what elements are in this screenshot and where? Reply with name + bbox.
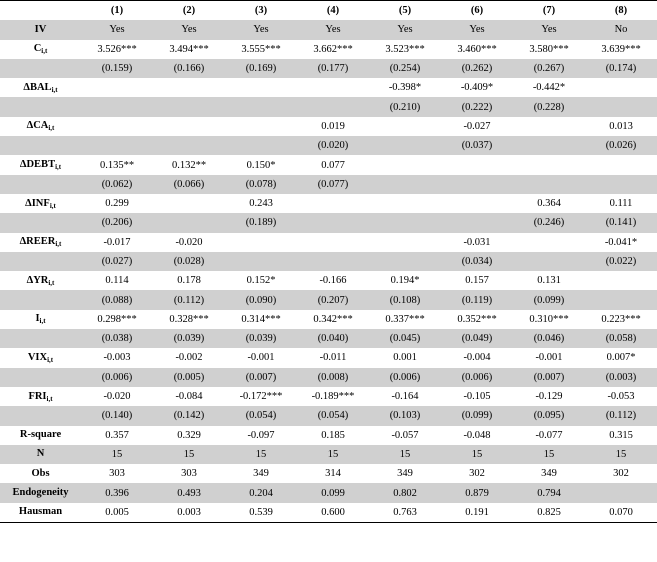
table-row	[0, 387, 657, 406]
table-cell	[369, 194, 441, 213]
table-cell: 0.007*	[585, 348, 657, 367]
table-row	[0, 78, 657, 97]
table-cell: 0.135**	[81, 155, 153, 174]
table-cell: -0.105	[441, 387, 513, 406]
table-cell: 0.019	[297, 117, 369, 136]
row-label	[0, 271, 81, 290]
table-cell: (0.034)	[441, 252, 513, 271]
table-cell: (0.054)	[225, 406, 297, 425]
table-cell	[513, 117, 585, 136]
table-row	[0, 368, 657, 387]
table-cell	[585, 78, 657, 97]
table-cell: 0.600	[297, 503, 369, 523]
table-cell	[153, 213, 225, 232]
header-cell: (5)	[369, 1, 441, 21]
table-cell: (0.006)	[369, 368, 441, 387]
table-cell: (0.142)	[153, 406, 225, 425]
header-cell: (2)	[153, 1, 225, 21]
row-label	[0, 20, 81, 39]
row-label-subscript: i,t	[48, 124, 55, 133]
row-label-text: ΔCA	[26, 120, 49, 132]
table-cell: Yes	[81, 20, 153, 39]
table-cell: 0.298***	[81, 310, 153, 329]
table-cell: 0.204	[225, 483, 297, 502]
table-cell: -0.053	[585, 387, 657, 406]
table-cell: 0.178	[153, 271, 225, 290]
table-cell: 15	[297, 445, 369, 464]
table-cell: 0.352***	[441, 310, 513, 329]
table-row	[0, 194, 657, 213]
table-cell	[369, 155, 441, 174]
table-cell	[225, 78, 297, 97]
table-cell	[369, 213, 441, 232]
table-cell: 0.493	[153, 483, 225, 502]
table-cell: 0.315	[585, 426, 657, 445]
table-cell: 0.077	[297, 155, 369, 174]
table-body	[0, 20, 657, 522]
table-cell: (0.095)	[513, 406, 585, 425]
table-cell: 0.132**	[153, 155, 225, 174]
row-label	[0, 252, 81, 271]
table-cell: 0.099	[297, 483, 369, 502]
row-label-subscript: i,t	[51, 85, 58, 94]
table-cell: (0.005)	[153, 368, 225, 387]
table-cell: (0.166)	[153, 59, 225, 78]
table-cell: (0.037)	[441, 136, 513, 155]
table-row	[0, 310, 657, 329]
table-cell: (0.058)	[585, 329, 657, 348]
row-label-text: Hausman	[18, 506, 63, 518]
table-cell	[585, 175, 657, 194]
table-cell: 15	[81, 445, 153, 464]
table-cell: (0.140)	[81, 406, 153, 425]
table-row	[0, 97, 657, 116]
table-cell	[297, 78, 369, 97]
table-cell	[153, 194, 225, 213]
table-cell: (0.246)	[513, 213, 585, 232]
table-cell: -0.409*	[441, 78, 513, 97]
table-cell: 0.003	[153, 503, 225, 523]
table-cell: -0.020	[153, 233, 225, 252]
table-cell: 3.523***	[369, 40, 441, 59]
table-cell: -0.097	[225, 426, 297, 445]
header-cell: (4)	[297, 1, 369, 21]
table-cell: (0.222)	[441, 97, 513, 116]
table-cell: 349	[225, 464, 297, 483]
table-cell: -0.164	[369, 387, 441, 406]
table-row	[0, 233, 657, 252]
table-cell: 0.342***	[297, 310, 369, 329]
row-label-text: VIX	[27, 351, 48, 363]
row-label-text: ΔBAL	[23, 81, 52, 93]
row-label	[0, 59, 81, 78]
table-cell: 349	[369, 464, 441, 483]
table-cell: 15	[585, 445, 657, 464]
table-row	[0, 20, 657, 39]
table-cell: 15	[369, 445, 441, 464]
row-label-text: Endogeneity	[12, 487, 69, 499]
table-cell	[441, 175, 513, 194]
row-label-subscript: i,t	[48, 278, 55, 287]
row-label-subscript: i,t	[55, 240, 62, 249]
table-cell: (0.039)	[225, 329, 297, 348]
row-label	[0, 40, 81, 59]
table-cell	[225, 136, 297, 155]
table-cell	[297, 213, 369, 232]
table-cell: (0.169)	[225, 59, 297, 78]
table-cell: 0.114	[81, 271, 153, 290]
table-cell: 3.580***	[513, 40, 585, 59]
table-cell: -0.048	[441, 426, 513, 445]
table-row	[0, 464, 657, 483]
table-cell: 3.460***	[441, 40, 513, 59]
table-cell: (0.039)	[153, 329, 225, 348]
table-cell: -0.003	[81, 348, 153, 367]
table-cell: 0.539	[225, 503, 297, 523]
table-cell: 15	[513, 445, 585, 464]
table-cell: (0.026)	[585, 136, 657, 155]
table-cell: 0.223***	[585, 310, 657, 329]
table-row	[0, 483, 657, 502]
table-cell	[585, 155, 657, 174]
table-cell: (0.038)	[81, 329, 153, 348]
table-cell: -0.002	[153, 348, 225, 367]
table-cell: -0.084	[153, 387, 225, 406]
table-cell: -0.020	[81, 387, 153, 406]
header-cell: (8)	[585, 1, 657, 21]
table-cell: 0.070	[585, 503, 657, 523]
table-cell: (0.099)	[513, 290, 585, 309]
table-cell: (0.159)	[81, 59, 153, 78]
table-row	[0, 426, 657, 445]
table-cell: 0.310***	[513, 310, 585, 329]
table-row	[0, 59, 657, 78]
table-cell: (0.112)	[153, 290, 225, 309]
row-label	[0, 155, 81, 174]
table-cell: (0.254)	[369, 59, 441, 78]
table-cell	[369, 175, 441, 194]
table-cell: -0.017	[81, 233, 153, 252]
row-label	[0, 290, 81, 309]
row-label	[0, 387, 81, 406]
table-cell: -0.027	[441, 117, 513, 136]
table-cell: 0.194*	[369, 271, 441, 290]
table-cell	[225, 252, 297, 271]
table-cell: (0.046)	[513, 329, 585, 348]
row-label-subscript: i,t	[39, 317, 46, 326]
row-label-text: FRI	[28, 390, 47, 402]
row-label-text: R-square	[19, 429, 62, 441]
row-label-text: C	[33, 43, 42, 55]
row-label	[0, 175, 81, 194]
table-cell: 0.243	[225, 194, 297, 213]
table-cell	[369, 252, 441, 271]
table-cell	[585, 271, 657, 290]
table-cell: 0.879	[441, 483, 513, 502]
table-cell: 0.364	[513, 194, 585, 213]
table-cell	[297, 194, 369, 213]
row-label	[0, 213, 81, 232]
table-row	[0, 175, 657, 194]
table-row	[0, 290, 657, 309]
table-cell: No	[585, 20, 657, 39]
table-cell: (0.006)	[441, 368, 513, 387]
table-row	[0, 252, 657, 271]
row-label-subscript: i,t	[41, 47, 48, 56]
table-cell: (0.077)	[297, 175, 369, 194]
row-label-text: Obs	[31, 467, 50, 479]
table-row	[0, 155, 657, 174]
table-cell: (0.022)	[585, 252, 657, 271]
row-label-subscript: i,t	[46, 394, 53, 403]
table-cell: (0.066)	[153, 175, 225, 194]
row-label	[0, 97, 81, 116]
table-cell: 0.191	[441, 503, 513, 523]
table-cell: 0.185	[297, 426, 369, 445]
table-cell	[513, 252, 585, 271]
table-row	[0, 271, 657, 290]
table-cell: (0.006)	[81, 368, 153, 387]
table-cell: 15	[153, 445, 225, 464]
row-label-text: IV	[34, 23, 47, 35]
header-cell: (1)	[81, 1, 153, 21]
table-cell: 0.005	[81, 503, 153, 523]
table-cell	[441, 194, 513, 213]
row-label	[0, 483, 81, 502]
table-cell: (0.027)	[81, 252, 153, 271]
table-cell: (0.228)	[513, 97, 585, 116]
table-row	[0, 136, 657, 155]
table-cell: 0.150*	[225, 155, 297, 174]
table-cell	[81, 78, 153, 97]
row-label	[0, 136, 81, 155]
table-cell: 303	[81, 464, 153, 483]
table-cell: -0.398*	[369, 78, 441, 97]
table-cell: -0.041*	[585, 233, 657, 252]
header-cell: (7)	[513, 1, 585, 21]
table-cell: -0.172***	[225, 387, 297, 406]
row-label-text: ΔINF	[25, 197, 50, 209]
table-cell	[441, 155, 513, 174]
table-row	[0, 348, 657, 367]
table-row	[0, 406, 657, 425]
table-cell: 303	[153, 464, 225, 483]
table-cell	[81, 97, 153, 116]
table-cell: (0.045)	[369, 329, 441, 348]
table-cell: (0.103)	[369, 406, 441, 425]
table-cell	[585, 97, 657, 116]
table-cell: -0.077	[513, 426, 585, 445]
table-cell: 3.494***	[153, 40, 225, 59]
table-cell: 349	[513, 464, 585, 483]
table-cell: -0.189***	[297, 387, 369, 406]
row-label	[0, 348, 81, 367]
table-cell: -0.001	[225, 348, 297, 367]
row-label-subscript: i,t	[55, 163, 62, 172]
table-cell	[513, 136, 585, 155]
table-cell	[513, 175, 585, 194]
header-row	[0, 1, 657, 21]
table-cell	[513, 155, 585, 174]
table-cell: Yes	[225, 20, 297, 39]
table-cell: (0.177)	[297, 59, 369, 78]
table-cell	[513, 233, 585, 252]
table-cell: (0.262)	[441, 59, 513, 78]
table-cell: 0.357	[81, 426, 153, 445]
row-label	[0, 445, 81, 464]
table-cell: Yes	[153, 20, 225, 39]
table-cell	[153, 97, 225, 116]
table-cell	[297, 252, 369, 271]
table-row	[0, 445, 657, 464]
table-cell: (0.007)	[513, 368, 585, 387]
table-cell: -0.442*	[513, 78, 585, 97]
table-cell	[369, 233, 441, 252]
table-cell: (0.210)	[369, 97, 441, 116]
row-label	[0, 426, 81, 445]
table-cell: 0.329	[153, 426, 225, 445]
table-cell: 0.328***	[153, 310, 225, 329]
row-label	[0, 503, 81, 523]
table-cell: (0.112)	[585, 406, 657, 425]
table-cell	[81, 117, 153, 136]
table-cell: -0.129	[513, 387, 585, 406]
table-cell: 0.001	[369, 348, 441, 367]
table-cell	[153, 136, 225, 155]
table-cell: (0.119)	[441, 290, 513, 309]
table-cell	[585, 483, 657, 502]
table-cell: (0.040)	[297, 329, 369, 348]
table-cell: 3.526***	[81, 40, 153, 59]
table-cell: 0.157	[441, 271, 513, 290]
header-cell: (6)	[441, 1, 513, 21]
table-cell: 0.314***	[225, 310, 297, 329]
table-cell: -0.011	[297, 348, 369, 367]
table-cell: 302	[441, 464, 513, 483]
table-row	[0, 213, 657, 232]
table-cell: 0.131	[513, 271, 585, 290]
table-cell: (0.174)	[585, 59, 657, 78]
row-label-text: N	[36, 448, 45, 460]
table-cell: 0.763	[369, 503, 441, 523]
table-cell: 302	[585, 464, 657, 483]
table-cell: -0.004	[441, 348, 513, 367]
table-cell: (0.078)	[225, 175, 297, 194]
table-cell	[369, 136, 441, 155]
row-label	[0, 233, 81, 252]
table-cell: 0.152*	[225, 271, 297, 290]
table-cell: Yes	[369, 20, 441, 39]
row-label	[0, 117, 81, 136]
table-row	[0, 117, 657, 136]
table-cell: (0.141)	[585, 213, 657, 232]
row-label	[0, 310, 81, 329]
table-cell: 0.299	[81, 194, 153, 213]
table-cell: (0.054)	[297, 406, 369, 425]
table-cell: (0.062)	[81, 175, 153, 194]
table-cell: 0.396	[81, 483, 153, 502]
table-cell: 0.794	[513, 483, 585, 502]
table-cell	[585, 290, 657, 309]
table-cell: -0.057	[369, 426, 441, 445]
table-cell: (0.008)	[297, 368, 369, 387]
row-label	[0, 464, 81, 483]
table-cell: (0.003)	[585, 368, 657, 387]
table-cell: (0.206)	[81, 213, 153, 232]
table-cell: 0.013	[585, 117, 657, 136]
table-row	[0, 329, 657, 348]
table-cell: (0.189)	[225, 213, 297, 232]
row-label	[0, 368, 81, 387]
row-label-subscript: i,t	[47, 355, 54, 364]
table-cell: 3.555***	[225, 40, 297, 59]
table-cell: Yes	[513, 20, 585, 39]
table-cell: (0.020)	[297, 136, 369, 155]
row-label-text: ΔREER	[19, 236, 56, 248]
row-label	[0, 406, 81, 425]
table-cell: (0.207)	[297, 290, 369, 309]
table-cell	[369, 117, 441, 136]
table-cell: 314	[297, 464, 369, 483]
header-cell	[0, 1, 81, 21]
table-cell: (0.007)	[225, 368, 297, 387]
table-cell	[153, 117, 225, 136]
table-cell	[297, 97, 369, 116]
table-cell: -0.166	[297, 271, 369, 290]
header-cell: (3)	[225, 1, 297, 21]
table-row	[0, 40, 657, 59]
table-cell: (0.090)	[225, 290, 297, 309]
table-cell: (0.088)	[81, 290, 153, 309]
table-cell: (0.028)	[153, 252, 225, 271]
table-cell: 0.825	[513, 503, 585, 523]
table-cell: 15	[225, 445, 297, 464]
row-label-text: ΔDEBT	[19, 159, 56, 171]
table-cell: (0.267)	[513, 59, 585, 78]
table-cell: (0.049)	[441, 329, 513, 348]
table-cell	[297, 233, 369, 252]
row-label-subscript: i,t	[49, 201, 56, 210]
table-cell: 0.337***	[369, 310, 441, 329]
row-label-text: I	[35, 313, 40, 325]
table-cell: Yes	[297, 20, 369, 39]
table-cell: 0.111	[585, 194, 657, 213]
table-cell: (0.099)	[441, 406, 513, 425]
table-cell: 15	[441, 445, 513, 464]
table-cell	[225, 97, 297, 116]
row-label	[0, 329, 81, 348]
table-cell: 3.639***	[585, 40, 657, 59]
table-cell: 3.662***	[297, 40, 369, 59]
table-cell	[153, 78, 225, 97]
table-row	[0, 503, 657, 523]
row-label	[0, 194, 81, 213]
table-cell	[225, 233, 297, 252]
table-cell: 0.802	[369, 483, 441, 502]
table-cell	[81, 136, 153, 155]
table-cell: -0.001	[513, 348, 585, 367]
row-label-text: ΔYR	[26, 274, 49, 286]
table-cell: Yes	[441, 20, 513, 39]
table-cell: (0.108)	[369, 290, 441, 309]
row-label	[0, 78, 81, 97]
table-cell	[441, 213, 513, 232]
table-cell	[225, 117, 297, 136]
table-cell: -0.031	[441, 233, 513, 252]
